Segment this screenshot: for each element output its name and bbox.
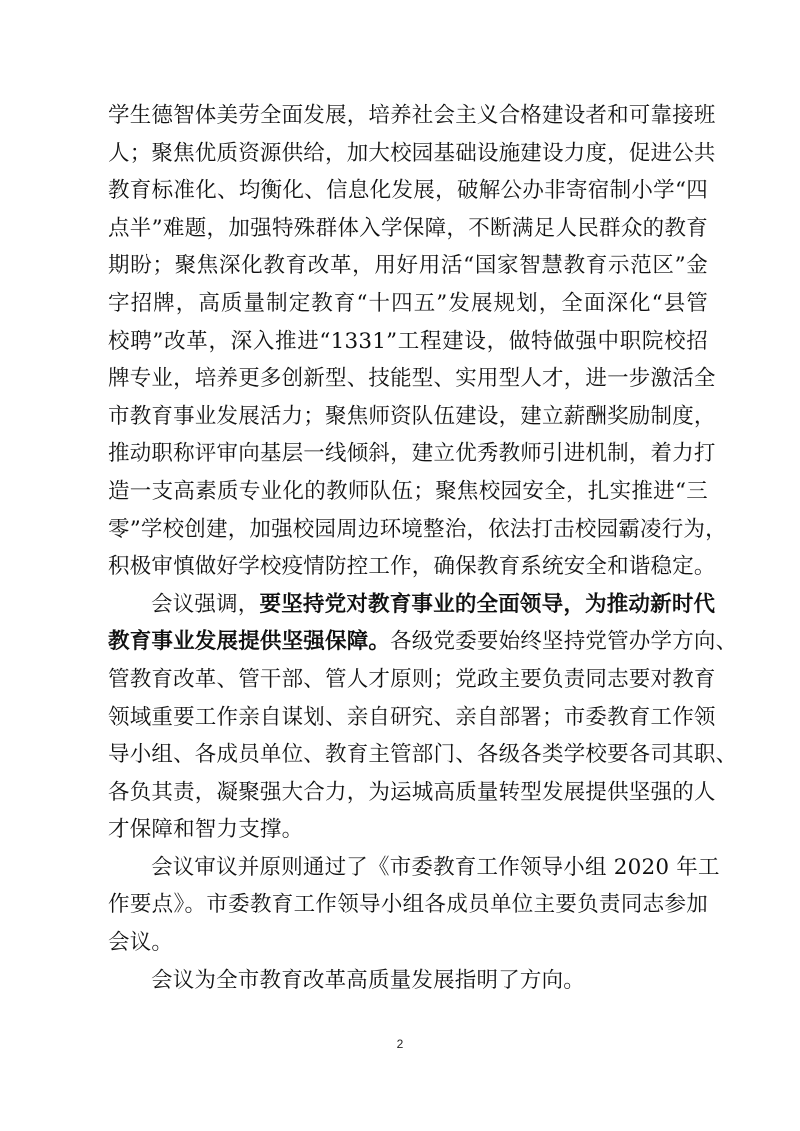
text-line: 作要点》。市委教育工作领导小组各成员单位主要负责同志参加 [108,892,708,918]
paragraph-1 [108,97,727,586]
text-span: 会议强调， [151,591,260,617]
text-line: 学生德智体美劳全面发展，培养社会主义合格建设者和可靠接班 [108,103,716,128]
text-line: 各负其责，凝聚强大合力，为运城高质量转型发展提供坚强的人 [108,779,716,805]
text-line: 造一支高素质专业化的教师队伍；聚焦校园安全，扎实推进“三 [108,478,708,504]
paragraph-3 [108,849,720,962]
paragraph-4 [108,962,708,1000]
text-line: 导小组、各成员单位、教育主管部门、各级各类学校要各司其职、 [108,742,738,768]
text-line: 管教育改革、管干部、管人才原则；党政主要负责同志要对教育 [108,666,716,692]
text-line [108,623,738,661]
text-line: 点半”难题，加强特殊群体入学保障，不断满足人民群众的教育 [108,215,708,241]
text-line: 推动职称评审向基层一线倾斜，建立优秀教师引进机制，着力打 [108,441,716,467]
text-line [108,586,716,624]
text-line: 会议。 [108,930,174,956]
text-span: 各级党委要始终坚持党管办学方向、 [390,629,738,655]
text-line: 积极审慎做好学校疫情防控工作，确保教育系统安全和谐稳定。 [108,554,716,580]
text-line: 字招牌，高质量制定教育“十四五”发展规划，全面深化“县管 [108,290,708,316]
text-line: 会议审议并原则通过了《市委教育工作领导小组 2020 年工 [151,854,720,880]
text-line: 人；聚焦优质资源供给，加大校园基础设施建设力度，促进公共 [108,140,716,166]
text-line: 牌专业，培养更多创新型、技能型、实用型人才，进一步激活全 [108,366,716,392]
bold-emphasis: 教育事业发展提供坚强保障。 [108,629,391,655]
text-line: 校聘”改革，深入推进“1331”工程建设，做特做强中职院校招 [108,328,708,354]
text-line: 会议为全市教育改革高质量发展指明了方向。 [151,967,586,993]
text-line: 领域重要工作亲自谋划、亲自研究、亲自部署；市委教育工作领 [108,704,716,730]
text-line: 市教育事业发展活力；聚焦师资队伍建设，建立薪酬奖励制度， [108,403,716,429]
text-line: 零”学校创建，加强校园周边环境整治，依法打击校园霸凌行为， [108,516,727,542]
page-number: 2 [396,1037,404,1051]
text-line: 期盼；聚焦深化教育改革，用好用活“国家智慧教育示范区”金 [108,253,708,279]
paragraph-2 [108,586,738,849]
text-line: 才保障和智力支撑。 [108,817,304,843]
document-body [108,97,738,999]
text-line: 教育标准化、均衡化、信息化发展，破解公办非寄宿制小学“四 [108,178,708,204]
bold-emphasis: 要坚持党对教育事业的全面领导，为推动新时代 [259,591,716,617]
